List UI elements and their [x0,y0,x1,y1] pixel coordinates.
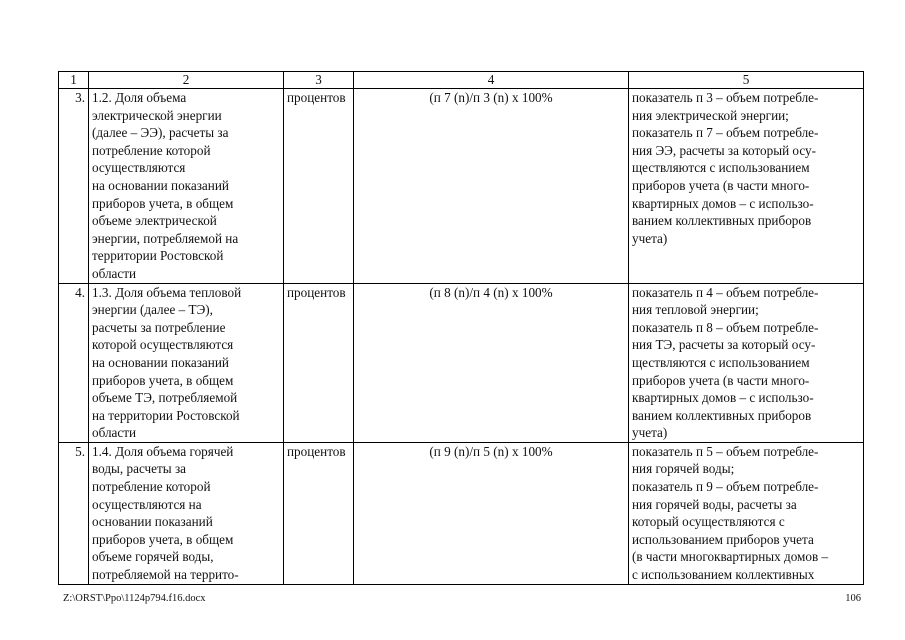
description-line: показатель п 4 – объем потребле- [632,284,819,300]
indicator-line: на территории Ростовской [92,407,240,423]
unit-cell: процентов [284,283,354,442]
indicator-line: (далее – ЭЭ), расчеты за [92,125,229,141]
unit-cell: процентов [284,442,354,584]
indicator-line: потребление которой [92,479,211,495]
description-cell [629,283,864,442]
description-line: ния горячей воды; [632,461,735,477]
header-cell-4: 4 [354,72,629,89]
description-line: ществляются с использованием [632,160,810,176]
indicator-line: энергии (далее – ТЭ), [92,302,213,318]
description-line: показатель п 7 – объем потребле- [632,125,819,141]
indicator-cell [89,442,284,584]
indicator-line: 1.3. Доля объема тепловой [92,284,242,300]
footer-page-number: 106 [845,593,861,604]
description-line: ванием коллективных приборов [632,407,812,423]
header-row [59,72,864,89]
indicator-line: электрической энергии [92,107,222,123]
description-line: с использованием коллективных [632,567,815,583]
indicator-line: основании показаний [92,514,213,530]
unit-cell: процентов [284,89,354,284]
description-line: квартирных домов – с использо- [632,390,814,406]
description-line: ществляются с использованием [632,354,810,370]
description-cell [629,89,864,284]
indicator-cell [89,89,284,284]
indicators-table [58,71,864,585]
indicator-line: области [92,265,137,281]
row-number: 5. [59,442,89,584]
description-line: квартирных домов – с использо- [632,195,814,211]
description-line: ния горячей воды, расчеты за [632,496,797,512]
indicator-line: приборов учета, в общем [92,372,234,388]
indicator-line: потребляемой на террито- [92,567,239,583]
row-number: 3. [59,89,89,284]
formula-cell: (п 8 (n)/п 4 (n) x 100% [354,283,629,442]
indicator-line: приборов учета, в общем [92,531,234,547]
indicator-line: объеме горячей воды, [92,549,214,565]
description-line: ванием коллективных приборов [632,213,812,229]
indicator-line: на основании показаний [92,177,229,193]
indicator-line: потребление которой [92,142,211,158]
header-cell-2: 2 [89,72,284,89]
table-row [59,283,864,442]
indicator-line: на основании показаний [92,354,229,370]
description-line: ния ТЭ, расчеты за который осу- [632,337,816,353]
description-line: ния тепловой энергии; [632,302,759,318]
description-cell [629,442,864,584]
description-line: (в части многоквартирных домов – [632,549,829,565]
indicator-line: воды, расчеты за [92,461,187,477]
description-line: ния электрической энергии; [632,107,789,123]
table-row [59,442,864,584]
indicator-line: территории Ростовской [92,248,224,264]
description-line: учета) [632,425,668,441]
footer-file-path: Z:\ORST\Ppo\1124p794.f16.docx [63,593,206,604]
indicator-line: энергии, потребляемой на [92,230,239,246]
header-cell-1: 1 [59,72,89,89]
description-line: показатель п 9 – объем потребле- [632,479,819,495]
indicator-line: расчеты за потребление [92,319,226,335]
indicator-line: осуществляются на [92,496,202,512]
indicator-cell [89,283,284,442]
indicator-line: которой осуществляются [92,337,234,353]
indicator-line: осуществляются [92,160,186,176]
header-cell-3: 3 [284,72,354,89]
indicator-line: 1.2. Доля объема [92,90,187,105]
indicator-line: области [92,425,137,441]
indicator-line: приборов учета, в общем [92,195,234,211]
description-line: использованием приборов учета [632,531,814,547]
indicator-line: объеме электрической [92,213,217,229]
indicator-line: 1.4. Доля объема горячей [92,443,234,459]
description-line: показатель п 5 – объем потребле- [632,443,819,459]
description-line: ния ЭЭ, расчеты за который осу- [632,142,817,158]
row-number: 4. [59,283,89,442]
table-row [59,89,864,284]
indicator-line: объеме ТЭ, потребляемой [92,390,238,406]
description-line: учета) [632,230,668,246]
description-line: приборов учета (в части много- [632,372,810,388]
description-line: показатель п 8 – объем потребле- [632,319,819,335]
header-cell-5: 5 [629,72,864,89]
formula-cell: (п 7 (n)/п 3 (n) x 100% [354,89,629,284]
formula-cell: (п 9 (n)/п 5 (n) x 100% [354,442,629,584]
description-line: который осуществляются с [632,514,785,530]
description-line: приборов учета (в части много- [632,177,810,193]
description-line: показатель п 3 – объем потребле- [632,90,819,105]
